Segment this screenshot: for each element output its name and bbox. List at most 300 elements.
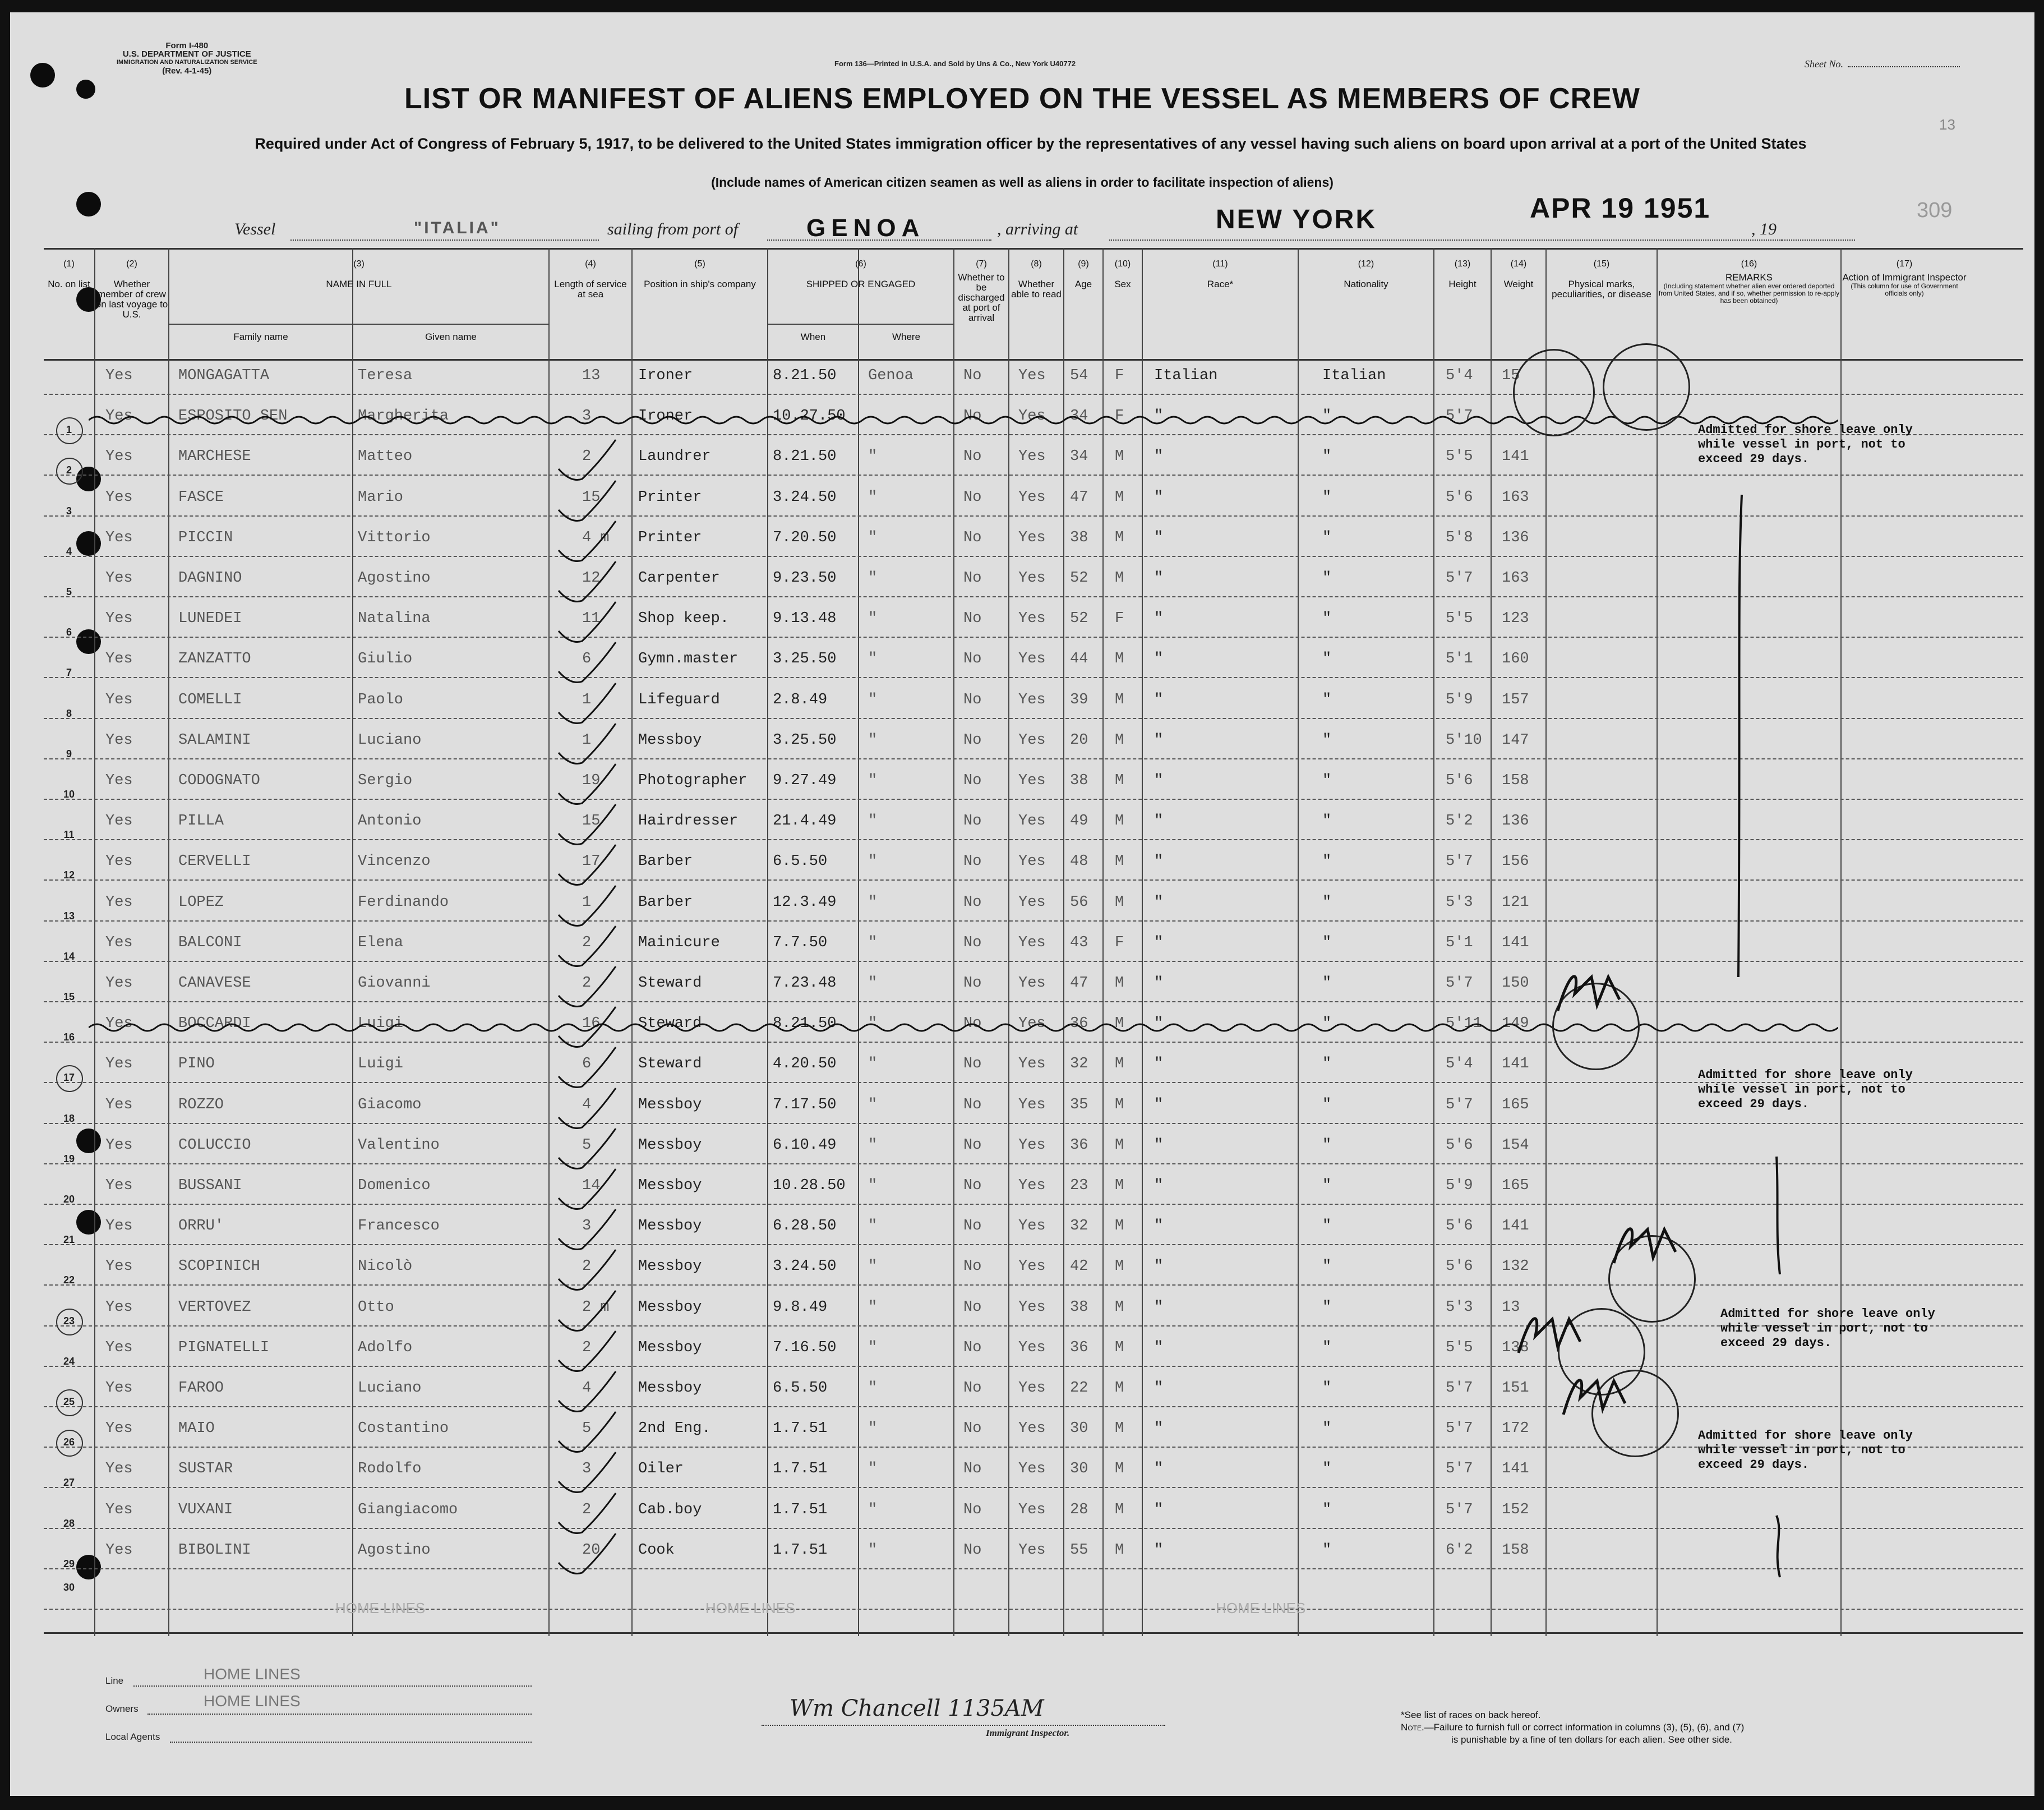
cell-sex: F xyxy=(1115,408,1124,425)
corner-number-2: 309 xyxy=(1917,199,1953,222)
cell-weight: 154 xyxy=(1502,1136,1529,1154)
cell-race: " xyxy=(1154,1339,1164,1356)
cell-nationality: " xyxy=(1322,975,1332,992)
cell-family-name: CANAVESE xyxy=(178,975,251,992)
cell-nationality: " xyxy=(1322,1339,1332,1356)
cell-weight: 121 xyxy=(1502,894,1529,911)
cell-position: Messboy xyxy=(638,1096,702,1113)
cell-race: " xyxy=(1154,651,1164,668)
port-to-line xyxy=(1109,239,1782,241)
cell-crew-last-voyage: Yes xyxy=(105,651,133,668)
cell-crew-last-voyage: Yes xyxy=(105,975,133,992)
row-number: 16 xyxy=(63,1031,75,1043)
service-name: IMMIGRATION AND NATURALIZATION SERVICE xyxy=(117,59,257,66)
table-top-border xyxy=(44,248,2023,250)
form-identifier xyxy=(117,42,257,75)
cell-age: 30 xyxy=(1070,1420,1088,1438)
home-lines-stamp: HOME LINES xyxy=(1216,1600,1306,1616)
cell-length-of-service: 20 xyxy=(582,1541,601,1559)
cell-sex: M xyxy=(1115,975,1124,992)
cell-shipped-where: " xyxy=(868,813,878,830)
cell-race: Italian xyxy=(1154,367,1218,384)
cell-race: " xyxy=(1154,610,1164,628)
cell-able-to-read: Yes xyxy=(1018,691,1046,708)
cell-length-of-service: 6 xyxy=(582,1056,592,1073)
cell-age: 30 xyxy=(1070,1461,1088,1478)
cell-given-name: Valentino xyxy=(358,1136,440,1154)
cell-length-of-service: 11 xyxy=(582,610,601,628)
cell-to-be-discharged: No xyxy=(963,1136,982,1154)
cell-position: Messboy xyxy=(638,731,702,749)
row-number: 25 xyxy=(63,1396,75,1407)
cell-nationality: " xyxy=(1322,853,1332,871)
cell-to-be-discharged: No xyxy=(963,934,982,951)
cell-crew-last-voyage: Yes xyxy=(105,448,133,466)
form-footer xyxy=(10,1636,2034,1793)
line-value: HOME LINES xyxy=(204,1665,301,1683)
subheader-when: When xyxy=(800,331,826,342)
cell-given-name: Teresa xyxy=(358,367,413,384)
cell-family-name: BIBOLINI xyxy=(178,1541,251,1559)
port-from-value: GENOA xyxy=(806,214,925,242)
cell-race: " xyxy=(1154,1218,1164,1235)
cell-sex: F xyxy=(1115,934,1124,951)
cell-shipped-when: 3.25.50 xyxy=(773,731,837,749)
cell-crew-last-voyage: Yes xyxy=(105,1258,133,1275)
cell-to-be-discharged: No xyxy=(963,1339,982,1356)
cell-position: Cook xyxy=(638,1541,675,1559)
cell-crew-last-voyage: Yes xyxy=(105,408,133,425)
row-number: 27 xyxy=(63,1477,75,1489)
inspector-label: Immigrant Inspector. xyxy=(986,1728,1070,1738)
column-divider xyxy=(631,248,633,1636)
cell-crew-last-voyage: Yes xyxy=(105,570,133,587)
cell-nationality: " xyxy=(1322,1177,1332,1194)
cell-able-to-read: Yes xyxy=(1018,934,1046,951)
cell-able-to-read: Yes xyxy=(1018,1298,1046,1316)
cell-crew-last-voyage: Yes xyxy=(105,367,133,384)
cell-position: Ironer xyxy=(638,367,693,384)
cell-race: " xyxy=(1154,1501,1164,1518)
header-col-14: (14) Weight xyxy=(1503,259,1534,289)
cell-sex: M xyxy=(1115,1056,1124,1073)
cell-height: 5'6 xyxy=(1446,1218,1473,1235)
column-divider xyxy=(1063,248,1064,1636)
header-col-17: (17) Action of Immigrant Inspector (This column for use of Government officials only) xyxy=(1842,259,1967,297)
remarks-note: (Including statement whether alien ever ordered deported from United States, and if so, whether permission to re-apply has been obtained) xyxy=(1658,282,1840,305)
cell-nationality: Italian xyxy=(1322,367,1386,384)
row-number: 26 xyxy=(63,1436,75,1448)
cell-sex: M xyxy=(1115,691,1124,708)
cell-sex: M xyxy=(1115,1015,1124,1033)
cell-shipped-where: " xyxy=(868,1177,878,1194)
cell-nationality: " xyxy=(1322,1218,1332,1235)
cell-sex: M xyxy=(1115,772,1124,789)
cell-sex: M xyxy=(1115,448,1124,466)
cell-weight: 147 xyxy=(1502,731,1529,749)
cell-able-to-read: Yes xyxy=(1018,813,1046,830)
cell-able-to-read: Yes xyxy=(1018,772,1046,789)
cell-weight: 141 xyxy=(1502,934,1529,951)
cell-family-name: LOPEZ xyxy=(178,894,224,911)
cell-shipped-when: 7.7.50 xyxy=(773,934,828,951)
cell-height: 5'1 xyxy=(1446,651,1473,668)
cell-family-name: ESPOSITO SEN xyxy=(178,408,288,425)
cell-to-be-discharged: No xyxy=(963,570,982,587)
cell-crew-last-voyage: Yes xyxy=(105,772,133,789)
cell-to-be-discharged: No xyxy=(963,894,982,911)
cell-to-be-discharged: No xyxy=(963,1096,982,1113)
cell-height: 5'9 xyxy=(1446,1177,1473,1194)
cell-given-name: Mario xyxy=(358,489,404,506)
circled-row-marker xyxy=(56,1309,83,1335)
cell-family-name: MONGAGATTA xyxy=(178,367,270,384)
header-col-10: (10) Sex xyxy=(1114,259,1131,289)
cell-race: " xyxy=(1154,853,1164,871)
cell-crew-last-voyage: Yes xyxy=(105,1298,133,1316)
cell-nationality: " xyxy=(1322,651,1332,668)
cell-position: Gymn.master xyxy=(638,651,739,668)
cell-weight: 136 xyxy=(1502,529,1529,546)
cell-given-name: Otto xyxy=(358,1298,394,1316)
cell-sex: M xyxy=(1115,529,1124,546)
cell-given-name: Paolo xyxy=(358,691,404,708)
inspector-signature-line xyxy=(762,1725,1165,1726)
cell-weight: 165 xyxy=(1502,1177,1529,1194)
cell-weight: 160 xyxy=(1502,651,1529,668)
handwritten-bracket-line xyxy=(1771,1151,1793,1280)
row-divider xyxy=(44,1204,2023,1205)
cell-given-name: Ferdinando xyxy=(358,894,449,911)
cell-sex: M xyxy=(1115,1218,1124,1235)
cell-weight: 151 xyxy=(1502,1380,1529,1397)
header-col-5: (5) Position in ship's company xyxy=(644,259,756,289)
arriving-label: , arriving at xyxy=(997,220,1078,238)
header-col-8: (8) Whether able to read xyxy=(1011,259,1062,300)
row-divider xyxy=(44,1568,2023,1569)
cell-height: 5'6 xyxy=(1446,1258,1473,1275)
cell-height: 5'8 xyxy=(1446,529,1473,546)
cell-given-name: Luciano xyxy=(358,731,422,749)
cell-given-name: Vincenzo xyxy=(358,853,431,871)
cell-crew-last-voyage: Yes xyxy=(105,1177,133,1194)
cell-nationality: " xyxy=(1322,1461,1332,1478)
cell-age: 36 xyxy=(1070,1339,1088,1356)
cell-to-be-discharged: No xyxy=(963,813,982,830)
owners-label: Owners xyxy=(105,1703,139,1714)
cell-age: 43 xyxy=(1070,934,1088,951)
cell-age: 47 xyxy=(1070,975,1088,992)
column-divider xyxy=(953,248,954,1636)
cell-crew-last-voyage: Yes xyxy=(105,894,133,911)
cell-to-be-discharged: No xyxy=(963,975,982,992)
cell-weight: 149 xyxy=(1502,1015,1529,1033)
cell-family-name: ORRU' xyxy=(178,1218,224,1235)
cell-nationality: " xyxy=(1322,1420,1332,1438)
cell-able-to-read: Yes xyxy=(1018,975,1046,992)
cell-sex: M xyxy=(1115,1177,1124,1194)
cell-crew-last-voyage: Yes xyxy=(105,1015,133,1033)
cell-shipped-when: 10.28.50 xyxy=(773,1177,846,1194)
cell-family-name: MAIO xyxy=(178,1420,215,1438)
cell-shipped-when: 4.20.50 xyxy=(773,1056,837,1073)
cell-age: 52 xyxy=(1070,570,1088,587)
line-field xyxy=(133,1685,532,1687)
cell-height: 5'3 xyxy=(1446,894,1473,911)
cell-race: " xyxy=(1154,934,1164,951)
cell-crew-last-voyage: Yes xyxy=(105,1096,133,1113)
cell-nationality: " xyxy=(1322,1096,1332,1113)
cell-shipped-when: 6.5.50 xyxy=(773,853,828,871)
cell-family-name: FAROO xyxy=(178,1380,224,1397)
cell-length-of-service: 4 xyxy=(582,1380,592,1397)
cell-position: Messboy xyxy=(638,1218,702,1235)
cell-weight: 158 xyxy=(1502,772,1529,789)
cell-height: 5'1 xyxy=(1446,934,1473,951)
header-col-11: (11) Race* xyxy=(1207,259,1234,289)
cell-to-be-discharged: No xyxy=(963,1298,982,1316)
subheader-divider xyxy=(169,324,548,325)
cell-shipped-where: " xyxy=(868,1541,878,1559)
cell-shipped-where: " xyxy=(868,1218,878,1235)
cell-able-to-read: Yes xyxy=(1018,1461,1046,1478)
inspector-initials xyxy=(1552,960,1631,1022)
cell-shipped-when: 12.3.49 xyxy=(773,894,837,911)
cell-shipped-where: " xyxy=(868,1298,878,1316)
sheet-number xyxy=(1805,58,1960,70)
cell-shipped-when: 3.25.50 xyxy=(773,651,837,668)
cell-shipped-when: 3.24.50 xyxy=(773,1258,837,1275)
cell-family-name: SCOPINICH xyxy=(178,1258,260,1275)
circled-row-marker xyxy=(56,417,83,444)
cell-race: " xyxy=(1154,1177,1164,1194)
cell-sex: M xyxy=(1115,570,1124,587)
cell-family-name: BOCCARDI xyxy=(178,1015,251,1033)
cell-length-of-service: 3 xyxy=(582,408,592,425)
cell-length-of-service: 2 xyxy=(582,975,592,992)
home-lines-stamp: HOME LINES xyxy=(705,1600,796,1616)
circled-row-marker xyxy=(56,1389,83,1416)
cell-weight: 165 xyxy=(1502,1096,1529,1113)
row-number: 13 xyxy=(63,910,75,922)
cell-able-to-read: Yes xyxy=(1018,448,1046,466)
cell-able-to-read: Yes xyxy=(1018,1218,1046,1235)
manifest-table xyxy=(44,248,2023,1636)
cell-able-to-read: Yes xyxy=(1018,1501,1046,1518)
include-note: (Include names of American citizen seamen as well as aliens in order to facilitate inspection of aliens) xyxy=(711,175,1334,190)
cell-race: " xyxy=(1154,570,1164,587)
cell-nationality: " xyxy=(1322,1136,1332,1154)
header-col-7: (7) Whether to be discharged at port of arrival xyxy=(958,259,1005,323)
cell-weight: 141 xyxy=(1502,448,1529,466)
checkmark-icon xyxy=(554,1529,621,1579)
cell-sex: M xyxy=(1115,1339,1124,1356)
cell-crew-last-voyage: Yes xyxy=(105,1056,133,1073)
cell-shipped-where: " xyxy=(868,529,878,546)
cell-able-to-read: Yes xyxy=(1018,1015,1046,1033)
cell-position: Ironer xyxy=(638,408,693,425)
row-number: 28 xyxy=(63,1517,75,1529)
cell-family-name: BUSSANI xyxy=(178,1177,242,1194)
cell-age: 55 xyxy=(1070,1541,1088,1559)
cell-to-be-discharged: No xyxy=(963,1380,982,1397)
cell-height: 5'3 xyxy=(1446,1298,1473,1316)
cell-family-name: PINO xyxy=(178,1056,215,1073)
row-divider xyxy=(44,1366,2023,1367)
cell-weight: 132 xyxy=(1502,1258,1529,1275)
cell-length-of-service: 15 xyxy=(582,813,601,830)
cell-position: Lifeguard xyxy=(638,691,720,708)
cell-height: 5'7 xyxy=(1446,1420,1473,1438)
cell-age: 34 xyxy=(1070,448,1088,466)
row-number: 18 xyxy=(63,1112,75,1124)
row-number: 29 xyxy=(63,1558,75,1569)
row-divider xyxy=(44,1284,2023,1286)
row-divider xyxy=(44,1406,2023,1407)
cell-age: 39 xyxy=(1070,691,1088,708)
cell-weight: 172 xyxy=(1502,1420,1529,1438)
cell-race: " xyxy=(1154,1096,1164,1113)
cell-shipped-where: " xyxy=(868,975,878,992)
cell-length-of-service: 6 xyxy=(582,651,592,668)
cell-shipped-where: " xyxy=(868,448,878,466)
cell-height: 5'7 xyxy=(1446,570,1473,587)
row-divider xyxy=(44,1001,2023,1002)
cell-nationality: " xyxy=(1322,1380,1332,1397)
cell-to-be-discharged: No xyxy=(963,1177,982,1194)
cell-position: Laundrer xyxy=(638,448,711,466)
cell-crew-last-voyage: Yes xyxy=(105,529,133,546)
cell-position: Steward xyxy=(638,1015,702,1033)
inspector-initials xyxy=(1608,1213,1687,1274)
cell-crew-last-voyage: Yes xyxy=(105,610,133,628)
cell-to-be-discharged: No xyxy=(963,1541,982,1559)
cell-family-name: CODOGNATO xyxy=(178,772,260,789)
cell-nationality: " xyxy=(1322,529,1332,546)
fine-note-cont: is punishable by a fine of ten dollars for each alien. See other side. xyxy=(1451,1734,1732,1745)
cell-shipped-where: " xyxy=(868,934,878,951)
cell-shipped-where: " xyxy=(868,1136,878,1154)
cell-sex: M xyxy=(1115,813,1124,830)
cell-length-of-service: 3 xyxy=(582,1218,592,1235)
cell-race: " xyxy=(1154,1380,1164,1397)
cell-given-name: Sergio xyxy=(358,772,413,789)
cell-to-be-discharged: No xyxy=(963,367,982,384)
cell-age: 42 xyxy=(1070,1258,1088,1275)
cell-weight: 163 xyxy=(1502,489,1529,506)
cell-family-name: SUSTAR xyxy=(178,1461,233,1478)
cell-height: 5'7 xyxy=(1446,408,1473,425)
cell-nationality: " xyxy=(1322,1298,1332,1316)
cell-able-to-read: Yes xyxy=(1018,1420,1046,1438)
cell-position: Oiler xyxy=(638,1461,684,1478)
cell-age: 38 xyxy=(1070,772,1088,789)
cell-family-name: SALAMINI xyxy=(178,731,251,749)
cell-sex: M xyxy=(1115,894,1124,911)
cell-shipped-when: 9.13.48 xyxy=(773,610,837,628)
cell-shipped-where: " xyxy=(868,610,878,628)
cell-age: 34 xyxy=(1070,408,1088,425)
cell-race: " xyxy=(1154,448,1164,466)
remark-admitted: Admitted for shore leave only while vessel in port, not to exceed 29 days. xyxy=(1720,1307,1935,1350)
cell-height: 5'2 xyxy=(1446,813,1473,830)
row-number: 9 xyxy=(66,748,72,759)
cell-sex: M xyxy=(1115,1136,1124,1154)
cell-nationality: " xyxy=(1322,1541,1332,1559)
cell-length-of-service: 2 xyxy=(582,934,592,951)
cell-position: Shop keep. xyxy=(638,610,730,628)
cell-to-be-discharged: No xyxy=(963,1015,982,1033)
handwritten-bracket-line xyxy=(1771,1510,1793,1583)
cell-age: 20 xyxy=(1070,731,1088,749)
action-note: (This column for use of Government officials only) xyxy=(1851,282,1958,297)
inspector-initials xyxy=(1513,1302,1597,1364)
cell-race: " xyxy=(1154,529,1164,546)
cell-position: Barber xyxy=(638,853,693,871)
cell-shipped-where: " xyxy=(868,772,878,789)
cell-able-to-read: Yes xyxy=(1018,1339,1046,1356)
header-col-3: (3) NAME IN FULL xyxy=(326,259,392,289)
cell-weight: 157 xyxy=(1502,691,1529,708)
remark-admitted: Admitted for shore leave only while vessel in port, not to exceed 29 days. xyxy=(1698,1429,1913,1472)
cell-to-be-discharged: No xyxy=(963,408,982,425)
cell-length-of-service: 2 m xyxy=(582,1298,610,1316)
cell-crew-last-voyage: Yes xyxy=(105,691,133,708)
punch-hole xyxy=(76,192,101,217)
port-to-value: NEW YORK xyxy=(1216,205,1377,234)
fine-note: Note.—Failure to furnish full or correct information in columns (3), (5), (6), and (7) xyxy=(1401,1722,1745,1733)
cell-to-be-discharged: No xyxy=(963,691,982,708)
cell-family-name: COMELLI xyxy=(178,691,242,708)
cell-length-of-service: 14 xyxy=(582,1177,601,1194)
cell-shipped-where: " xyxy=(868,570,878,587)
cell-nationality: " xyxy=(1322,1056,1332,1073)
cell-shipped-where: " xyxy=(868,1380,878,1397)
cell-length-of-service: 2 xyxy=(582,1339,592,1356)
cell-race: " xyxy=(1154,1136,1164,1154)
cell-position: Messboy xyxy=(638,1298,702,1316)
cell-able-to-read: Yes xyxy=(1018,1096,1046,1113)
printer-note: Form 136—Printed in U.S.A. and Sold by Uns & Co., New York U40772 xyxy=(834,59,1076,68)
cell-shipped-when: 6.28.50 xyxy=(773,1218,837,1235)
corner-number: 13 xyxy=(1939,116,1955,133)
cell-family-name: LUNEDEI xyxy=(178,610,242,628)
cell-shipped-where: " xyxy=(868,853,878,871)
cell-to-be-discharged: No xyxy=(963,731,982,749)
cell-weight: 136 xyxy=(1502,813,1529,830)
cell-crew-last-voyage: Yes xyxy=(105,1136,133,1154)
cell-age: 38 xyxy=(1070,1298,1088,1316)
cell-to-be-discharged: No xyxy=(963,610,982,628)
cell-height: 5'7 xyxy=(1446,975,1473,992)
cell-family-name: PIGNATELLI xyxy=(178,1339,270,1356)
cell-able-to-read: Yes xyxy=(1018,1541,1046,1559)
cell-position: Messboy xyxy=(638,1177,702,1194)
cell-nationality: " xyxy=(1322,691,1332,708)
cell-sex: M xyxy=(1115,1258,1124,1275)
circled-row-marker xyxy=(56,458,83,485)
cell-family-name: FASCE xyxy=(178,489,224,506)
cell-given-name: Matteo xyxy=(358,448,413,466)
cell-given-name: Giovanni xyxy=(358,975,431,992)
cell-age: 28 xyxy=(1070,1501,1088,1518)
header-col-6: (6) SHIPPED OR ENGAGED xyxy=(806,259,916,289)
cell-crew-last-voyage: Yes xyxy=(105,731,133,749)
cell-sex: M xyxy=(1115,489,1124,506)
column-divider xyxy=(168,248,169,1636)
cell-race: " xyxy=(1154,489,1164,506)
cell-race: " xyxy=(1154,1298,1164,1316)
